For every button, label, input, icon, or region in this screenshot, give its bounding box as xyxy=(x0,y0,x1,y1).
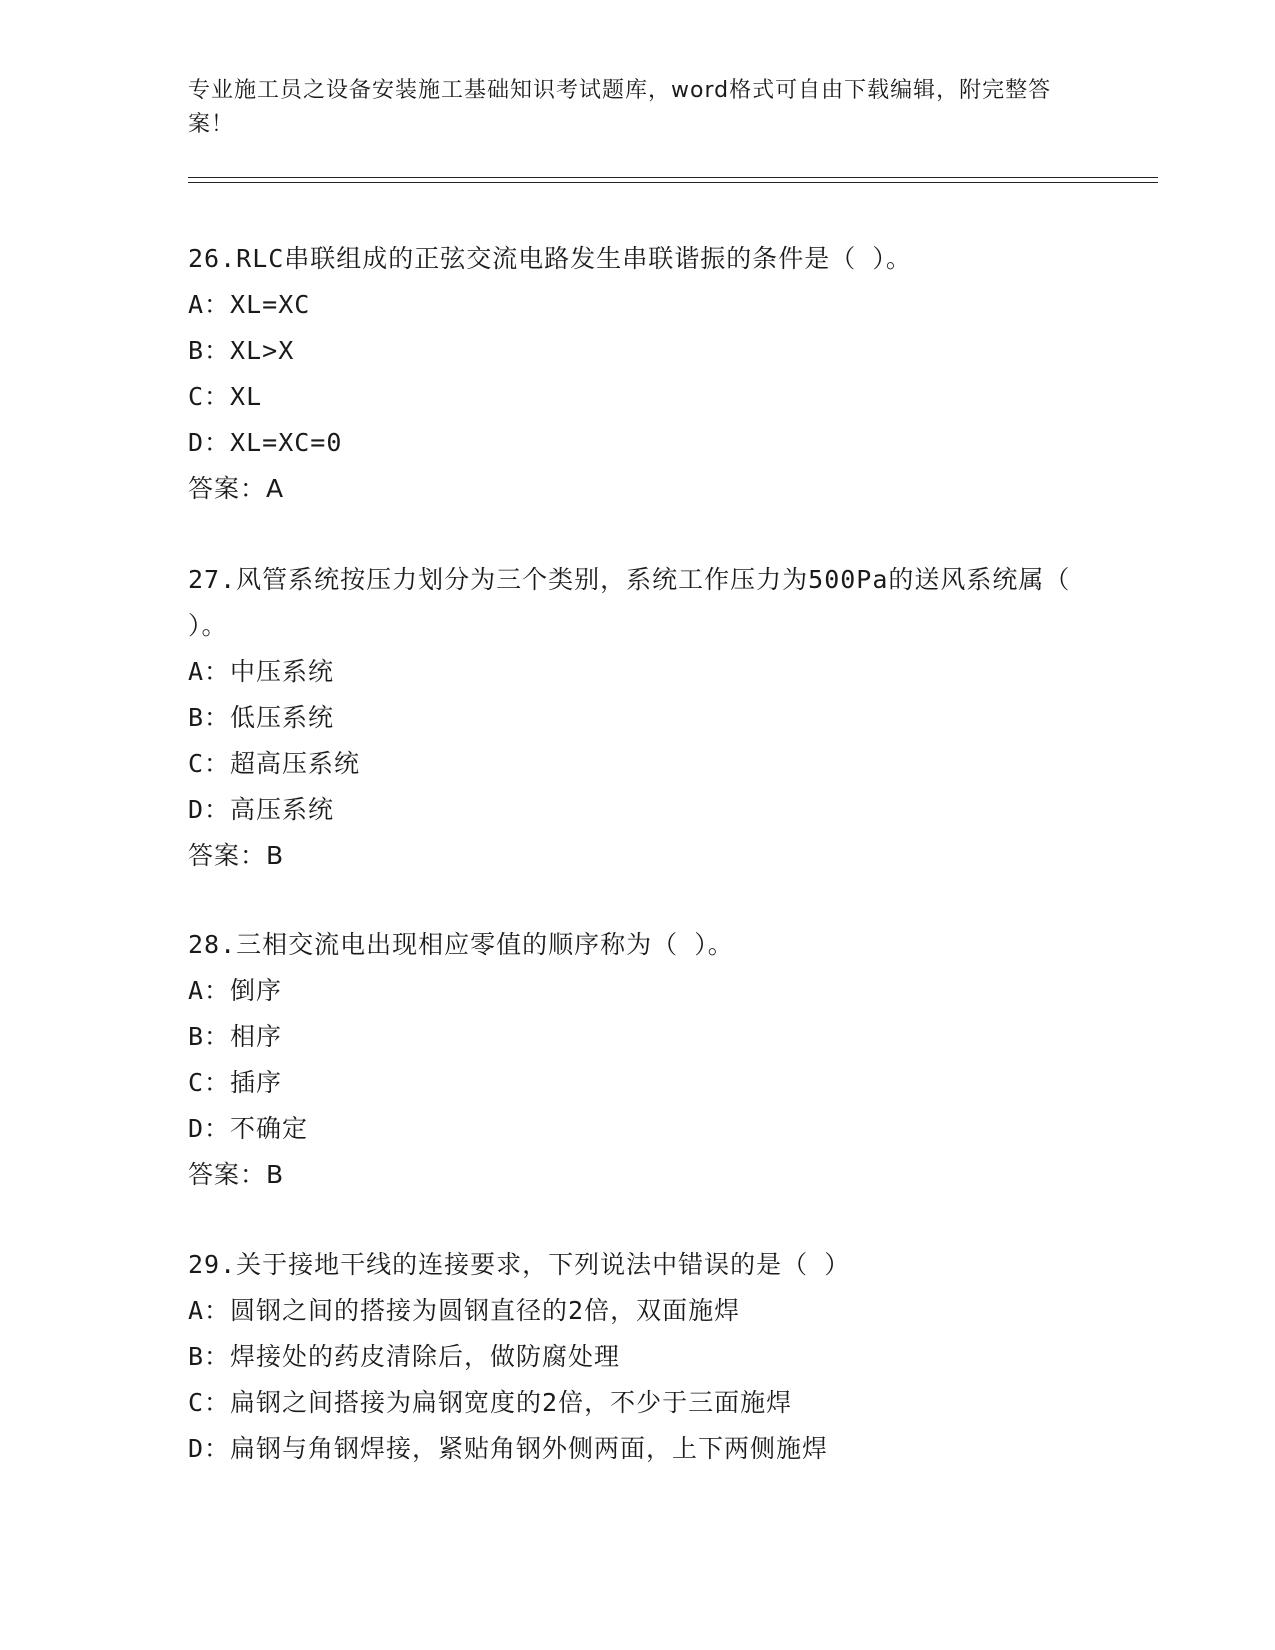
question-title: 29.关于接地干线的连接要求，下列说法中错误的是（ ） xyxy=(188,1250,851,1279)
option-a: A：中压系统 xyxy=(188,657,335,686)
document-intro: 专业施工员之设备安装施工基础知识考试题库，word格式可自由下载编辑，附完整答案！ xyxy=(188,78,1052,137)
option-b: B：XL>X xyxy=(188,336,295,365)
question-title: 27.风管系统按压力划分为三个类别，系统工作压力为500Pa的送风系统属（ ）。 xyxy=(188,565,1071,640)
answer: 答案：A xyxy=(188,474,285,503)
option-a: A：倒序 xyxy=(188,976,283,1005)
option-c: C：扁钢之间搭接为扁钢宽度的2倍，不少于三面施焊 xyxy=(188,1388,793,1417)
option-a: A：圆钢之间的搭接为圆钢直径的2倍，双面施焊 xyxy=(188,1296,741,1325)
option-b: B：焊接处的药皮清除后，做防腐处理 xyxy=(188,1342,621,1371)
question-26 xyxy=(188,236,1088,512)
question-27 xyxy=(188,557,1088,879)
question-title: 26.RLC串联组成的正弦交流电路发生串联谐振的条件是（ ）。 xyxy=(188,244,912,273)
option-d: D：XL=XC=0 xyxy=(188,428,343,457)
header-divider-bottom xyxy=(188,182,1158,183)
question-28 xyxy=(188,922,1088,1198)
option-d: D：扁钢与角钢焊接，紧贴角钢外侧两面，上下两侧施焊 xyxy=(188,1434,829,1463)
question-title: 28.三相交流电出现相应零值的顺序称为（ ）。 xyxy=(188,930,734,959)
answer: 答案：B xyxy=(188,1160,285,1189)
question-29 xyxy=(188,1242,1088,1472)
option-d: D：高压系统 xyxy=(188,795,335,824)
option-c: C：XL xyxy=(188,382,263,411)
answer: 答案：B xyxy=(188,841,285,870)
option-b: B：相序 xyxy=(188,1022,283,1051)
option-c: C：插序 xyxy=(188,1068,283,1097)
option-c: C：超高压系统 xyxy=(188,749,361,778)
header-divider-top xyxy=(188,177,1158,178)
option-b: B：低压系统 xyxy=(188,703,335,732)
option-d: D：不确定 xyxy=(188,1114,309,1143)
option-a: A：XL=XC xyxy=(188,290,311,319)
